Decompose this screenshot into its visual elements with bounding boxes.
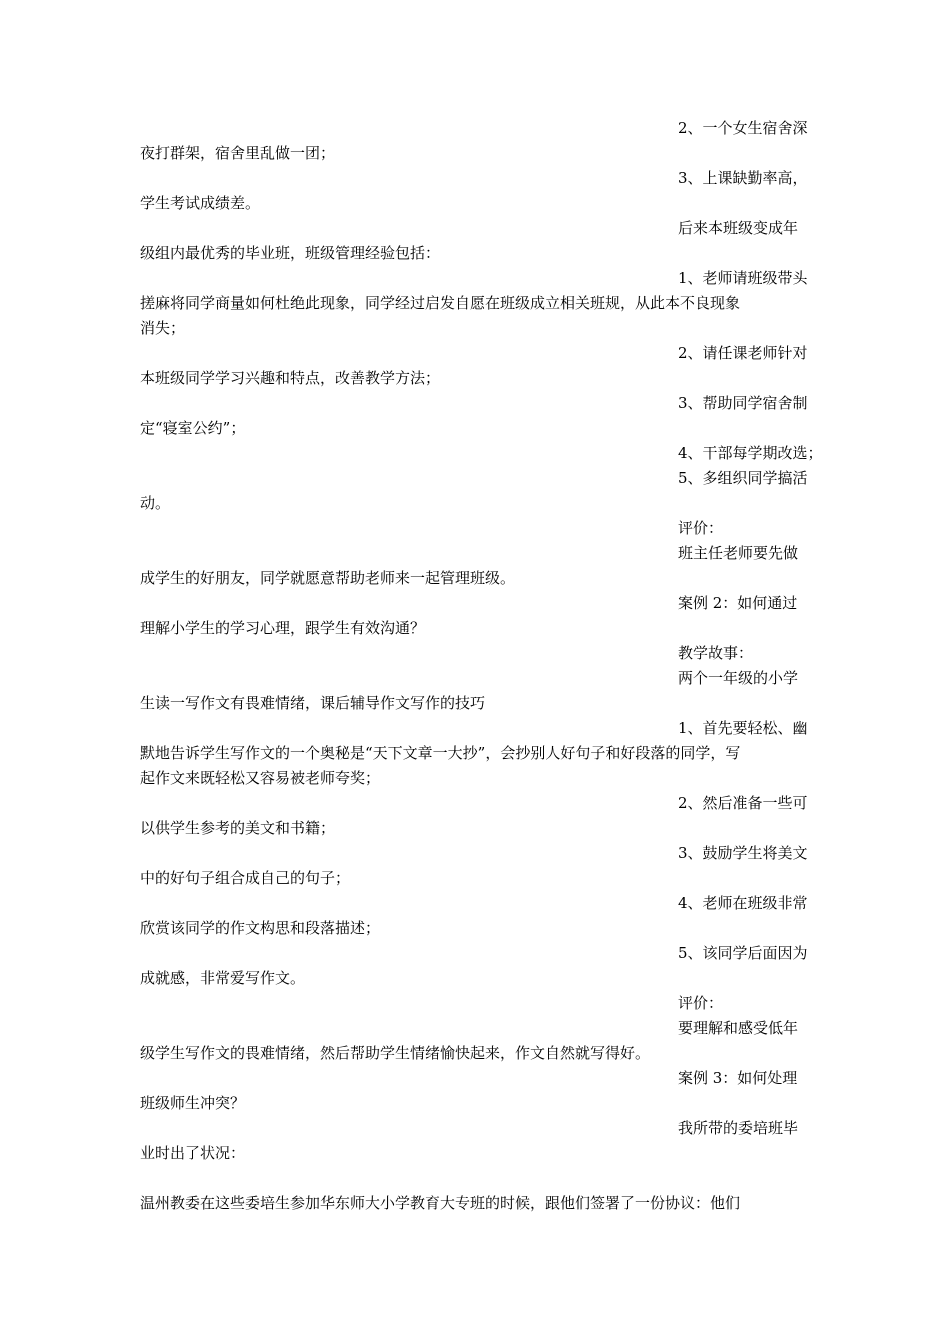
text-line: 理解小学生的学习心理，跟学生有效沟通？	[140, 619, 426, 637]
text-line: 夜打群架，宿舍里乱做一团；	[140, 144, 336, 162]
text-line: 搓麻将同学商量如何杜绝此现象，同学经过启发自愿在班级成立相关班规，从此本不良现象	[140, 294, 741, 312]
text-line: 3、上课缺勤率高，	[678, 169, 808, 187]
text-line: 定“寝室公约”；	[140, 419, 246, 437]
text-line: 评价：	[678, 994, 724, 1012]
text-line: 3、鼓励学生将美文	[678, 844, 808, 862]
text-line: 以供学生参考的美文和书籍；	[140, 819, 336, 837]
text-line: 学生考试成绩差。	[140, 194, 261, 212]
text-line: 教学故事：	[678, 644, 754, 662]
text-line: 案例 2：如何通过	[678, 594, 798, 612]
text-line: 本班级同学学习兴趣和特点，改善教学方法；	[140, 369, 441, 387]
text-line: 班主任老师要先做	[678, 544, 799, 562]
text-line: 成学生的好朋友，同学就愿意帮助老师来一起管理班级。	[140, 569, 516, 587]
text-line: 默地告诉学生写作文的一个奥秘是“天下文章一大抄”，会抄别人好句子和好段落的同学，写	[140, 744, 741, 762]
text-line: 5、该同学后面因为	[678, 944, 808, 962]
text-line: 温州教委在这些委培生参加华东师大小学教育大专班的时候，跟他们签署了一份协议：他们	[140, 1194, 741, 1212]
text-line: 成就感，非常爱写作文。	[140, 969, 306, 987]
text-line: 2、请任课老师针对	[678, 344, 808, 362]
text-line: 2、然后准备一些可	[678, 794, 808, 812]
text-line: 生读一写作文有畏难情绪，课后辅导作文写作的技巧	[140, 694, 486, 712]
text-line: 班级师生冲突？	[140, 1094, 246, 1112]
text-line: 消失；	[140, 319, 186, 337]
text-line: 欣赏该同学的作文构思和段落描述；	[140, 919, 381, 937]
text-line: 要理解和感受低年	[678, 1019, 799, 1037]
text-line: 级组内最优秀的毕业班，班级管理经验包括：	[140, 244, 441, 262]
text-line: 3、帮助同学宿舍制	[678, 394, 808, 412]
text-line: 我所带的委培班毕	[678, 1119, 799, 1137]
text-line: 起作文来既轻松又容易被老师夸奖；	[140, 769, 381, 787]
text-line: 中的好句子组合成自己的句子；	[140, 869, 351, 887]
text-line: 案例 3：如何处理	[678, 1069, 798, 1087]
text-line: 4、干部每学期改选；	[678, 444, 823, 462]
text-line: 1、首先要轻松、幽	[678, 719, 808, 737]
text-line: 2、一个女生宿舍深	[678, 119, 808, 137]
text-line: 4、老师在班级非常	[678, 894, 808, 912]
text-line: 5、多组织同学搞活	[678, 469, 808, 487]
text-line: 1、老师请班级带头	[678, 269, 808, 287]
text-line: 后来本班级变成年	[678, 219, 799, 237]
text-line: 评价：	[678, 519, 724, 537]
text-line: 动。	[140, 494, 171, 512]
text-line: 业时出了状况：	[140, 1144, 246, 1162]
text-line: 级学生写作文的畏难情绪，然后帮助学生情绪愉快起来，作文自然就写得好。	[140, 1044, 651, 1062]
text-line: 两个一年级的小学	[678, 669, 799, 687]
